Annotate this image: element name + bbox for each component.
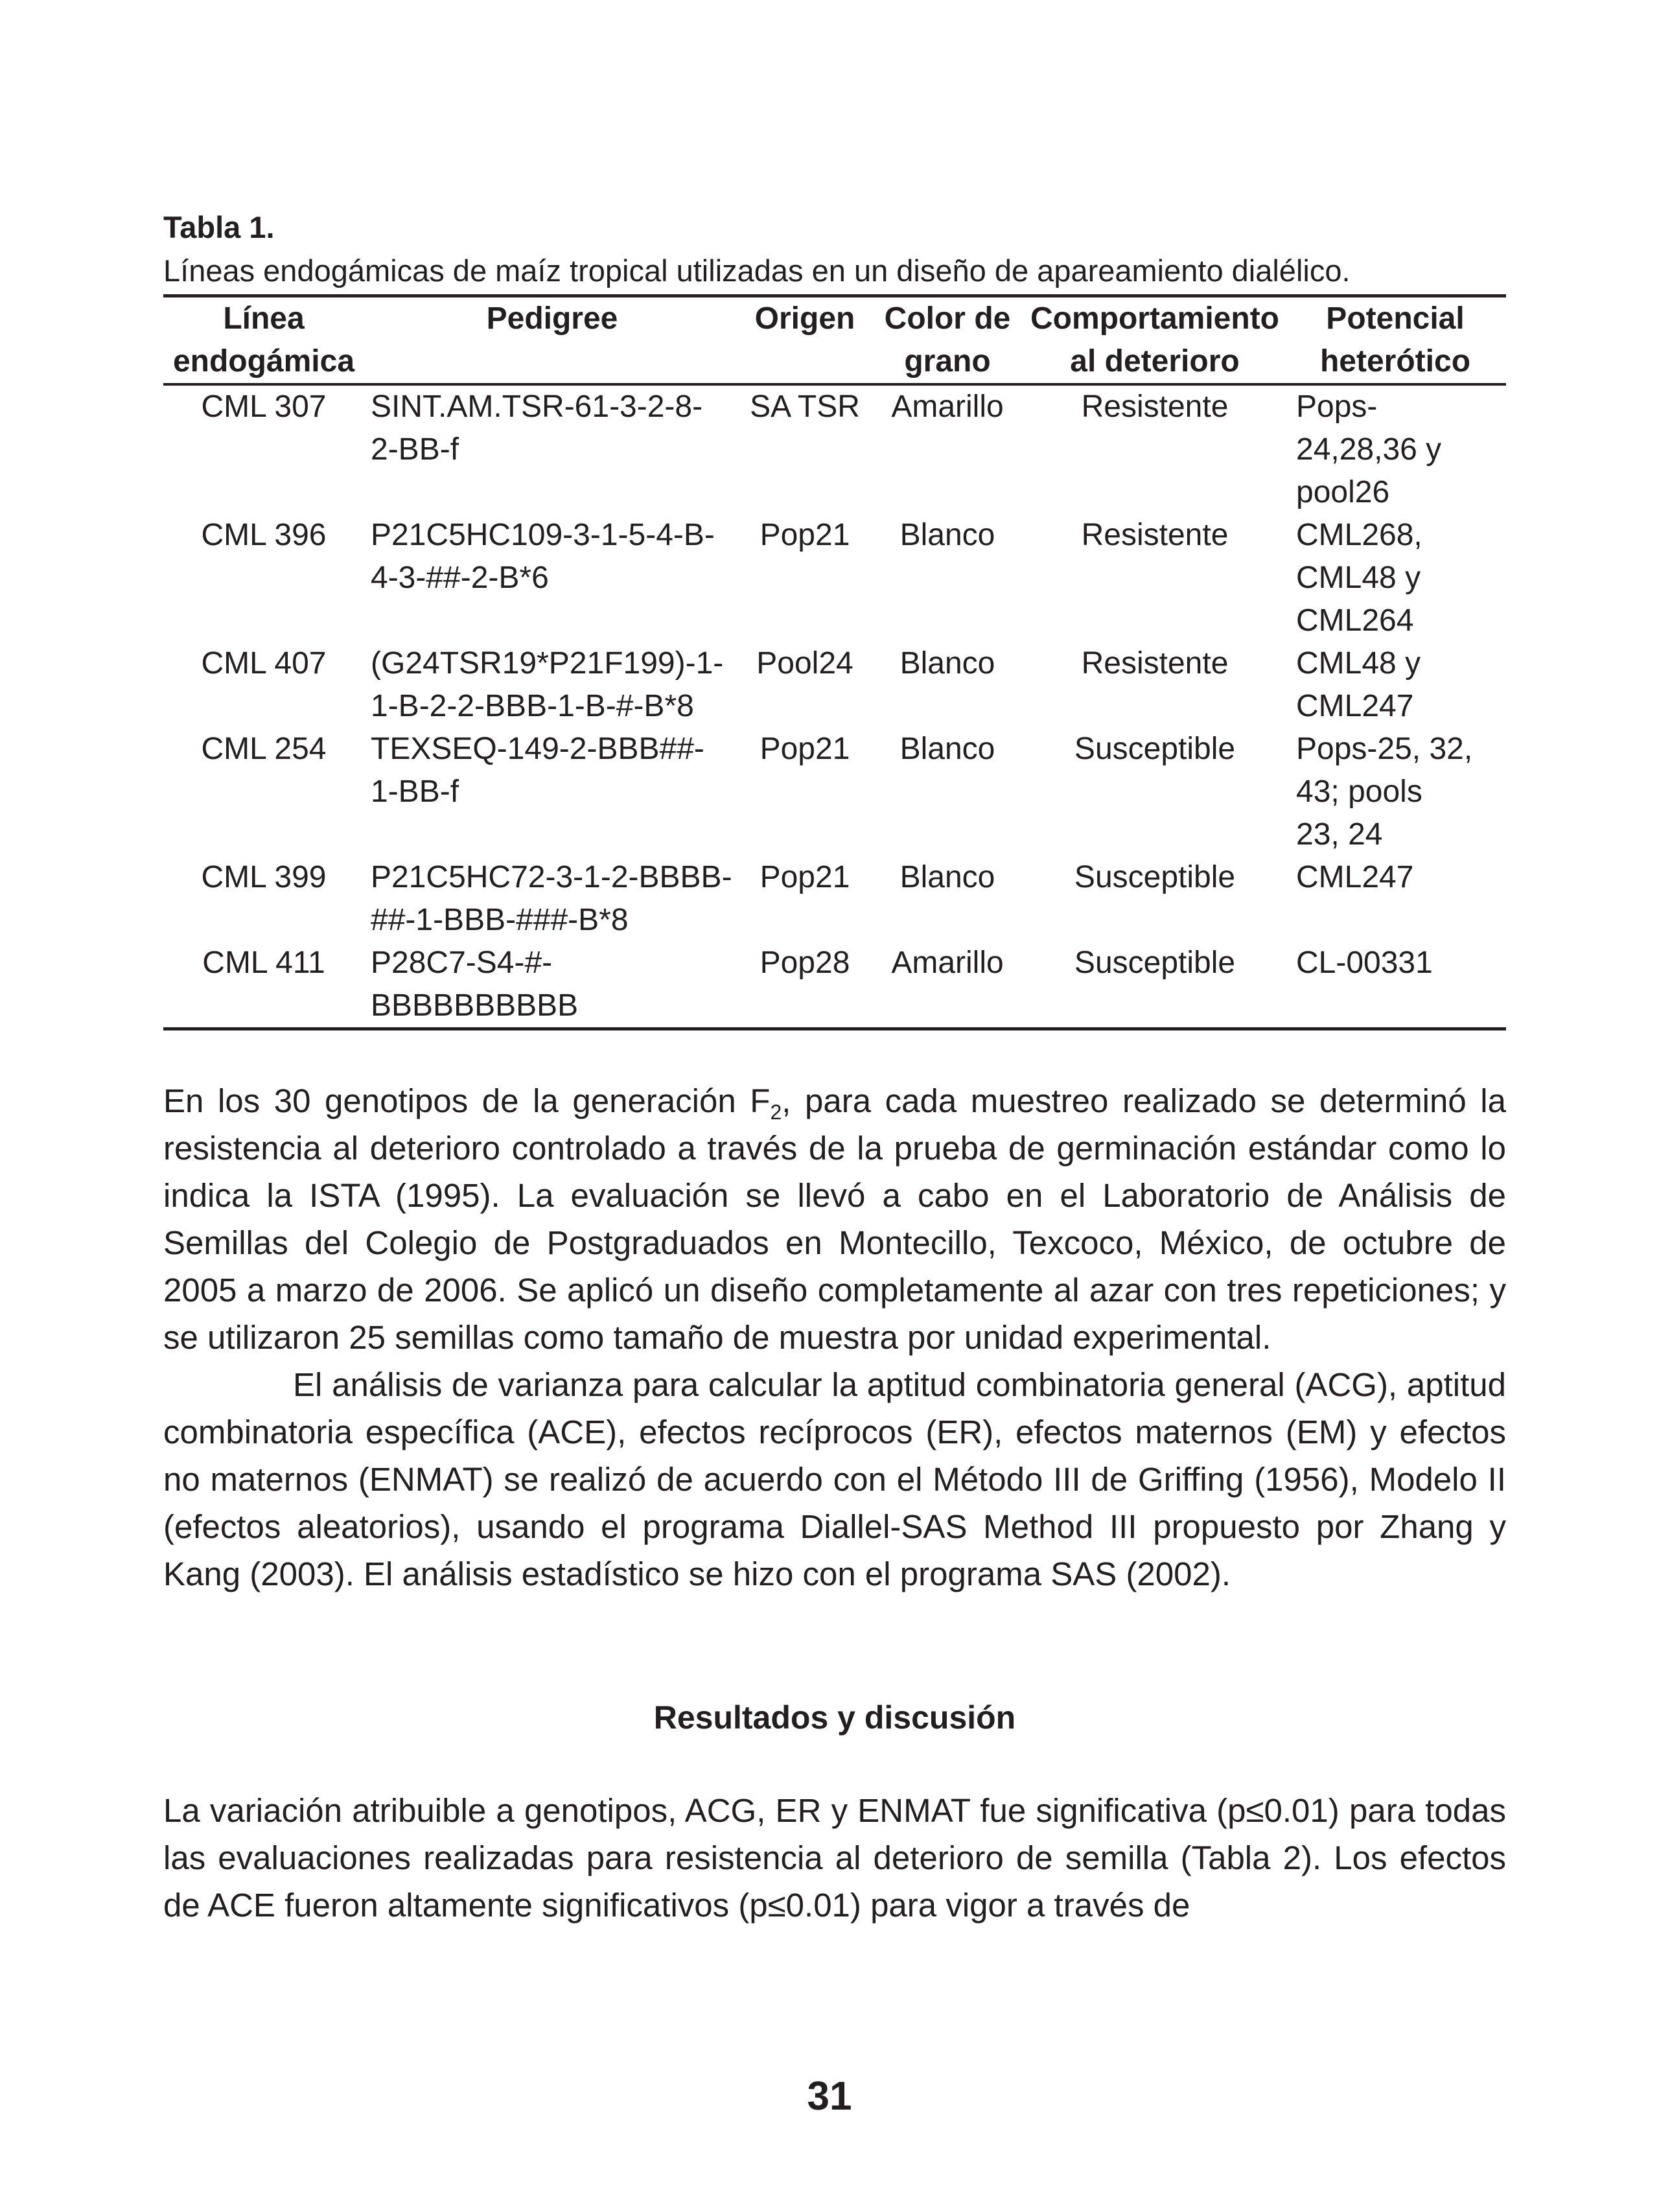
pedigree-line: ##-1-BBB-###-B*8 — [371, 903, 629, 937]
page-content — [163, 206, 1506, 1929]
cell-color: Amarillo — [891, 390, 1004, 424]
pedigree-line: P21C5HC72-3-1-2-BBBB- — [371, 860, 732, 894]
table-row — [163, 642, 1506, 728]
potencial-line: 23, 24 — [1296, 817, 1383, 852]
cell-comportamiento: Susceptible — [1074, 946, 1236, 980]
cell-pedigree — [364, 514, 740, 642]
pedigree-line: 2-BB-f — [371, 432, 459, 467]
header-linea — [163, 296, 364, 385]
potencial-line: 24,28,36 y — [1296, 432, 1442, 467]
cell-origen: SA TSR — [750, 390, 860, 424]
header-color — [870, 296, 1025, 385]
table-row — [163, 514, 1506, 642]
cell-potencial — [1284, 942, 1506, 1029]
cell-potencial — [1284, 514, 1506, 642]
table-label: Tabla 1. — [163, 210, 275, 244]
paragraph-methods — [163, 1077, 1506, 1361]
table-header-row — [163, 296, 1506, 385]
cell-comportamiento: Susceptible — [1074, 732, 1236, 766]
header-origen-line1: Origen — [754, 301, 855, 336]
potencial-line: CML247 — [1296, 689, 1414, 723]
cell-origen: Pop21 — [760, 860, 850, 894]
potencial-line: CML268, — [1296, 518, 1422, 552]
cell-linea: CML 254 — [201, 732, 327, 766]
pedigree-line: (G24TSR19*P21F199)-1- — [371, 646, 724, 681]
header-color-line1: Color de — [884, 301, 1011, 336]
table-row — [163, 728, 1506, 856]
cell-linea: CML 399 — [201, 860, 327, 894]
cell-comportamiento: Resistente — [1081, 518, 1229, 552]
pedigree-line: SINT.AM.TSR-61-3-2-8- — [371, 390, 703, 424]
header-comportamiento-line1: Comportamiento — [1030, 301, 1279, 336]
cell-pedigree — [364, 856, 740, 942]
cell-potencial — [1284, 856, 1506, 942]
cell-origen: Pop28 — [760, 946, 850, 980]
cell-potencial — [1284, 728, 1506, 856]
header-pedigree-line1: Pedigree — [486, 301, 618, 336]
pedigree-line: 4-3-##-2-B*6 — [371, 561, 549, 595]
header-comportamiento — [1025, 296, 1284, 385]
header-linea-line1: Línea — [223, 301, 305, 336]
cell-origen: Pop21 — [760, 732, 850, 766]
paragraph-analysis: El análisis de varianza para calcular la aptitud combinatoria general (ACG), aptitud combinatoria específica (ACE), efectos recíprocos (ER), efectos maternos (EM) y efectos no maternos (ENMAT) se realizó de acuerdo con el Método III de Griffing (1956), Modelo II (efectos aleatorios), usando el programa Diallel-SAS Method III propuesto por Zhang y Kang (2003). El análisis estadístico se hizo con el programa SAS (2002). — [163, 1366, 1506, 1592]
potencial-line: CML264 — [1296, 603, 1414, 638]
header-comportamiento-line2: al deterioro — [1070, 344, 1240, 378]
pedigree-line: P28C7-S4-#- — [371, 946, 553, 980]
potencial-line: Pops- — [1296, 390, 1378, 424]
potencial-line: pool26 — [1296, 475, 1390, 509]
header-potencial-line1: Potencial — [1326, 301, 1465, 336]
cell-comportamiento: Susceptible — [1074, 860, 1236, 894]
pedigree-line: BBBBBBBBBB — [371, 988, 579, 1023]
header-color-line2: grano — [904, 344, 991, 378]
paragraph-methods-start: En los 30 genotipos de la generación F — [163, 1082, 771, 1119]
table-row — [163, 942, 1506, 1029]
cell-pedigree — [364, 642, 740, 728]
pedigree-line: TEXSEQ-149-2-BBB##- — [371, 732, 704, 766]
cell-pedigree — [364, 728, 740, 856]
cell-color: Blanco — [899, 860, 995, 894]
page-number: 31 — [807, 2074, 852, 2119]
cell-color: Amarillo — [891, 946, 1004, 980]
cell-linea: CML 396 — [201, 518, 327, 552]
potencial-line: 43; pools — [1296, 774, 1422, 809]
header-linea-line2: endogámica — [172, 344, 355, 378]
cell-linea: CML 307 — [201, 390, 327, 424]
section-heading: Resultados y discusión — [653, 1699, 1016, 1736]
pedigree-line: P21C5HC109-3-1-5-4-B- — [371, 518, 715, 552]
potencial-line: CML247 — [1296, 860, 1414, 894]
cell-potencial — [1284, 642, 1506, 728]
potencial-line: CML48 y — [1296, 561, 1421, 595]
potencial-line: CL-00331 — [1296, 946, 1433, 980]
paragraph-results: La variación atribuible a genotipos, ACG, ER y ENMAT fue significativa (p≤0.01) para todas las evaluaciones realizadas para resistencia al deterioro de semilla (Tabla 2). Los efectos de ACE fueron altamente significativos (p≤0.01) para vigor a través de — [163, 1792, 1506, 1924]
cell-origen: Pop21 — [760, 518, 850, 552]
paragraph-methods-rest: , para cada muestreo realizado se determinó la resistencia al deterioro controlado a través de la prueba de germinación estándar como lo indica la ISTA (1995). La evaluación se llevó a cabo en el Laboratorio de Análisis de Semillas del Colegio de Postgraduados en Montecillo, Texcoco, México, de octubre de 2005 a marzo de 2006. Se aplicó un diseño completamente al azar con tres repeticiones; y se utilizaron 25 semillas como tamaño de muestra por unidad experimental. — [163, 1082, 1507, 1356]
cell-color: Blanco — [899, 732, 995, 766]
header-pedigree — [364, 296, 740, 385]
cell-color: Blanco — [899, 518, 995, 552]
header-origen — [740, 296, 870, 385]
cell-pedigree — [364, 942, 740, 1029]
potencial-line: Pops-25, 32, — [1296, 732, 1473, 766]
cell-origen: Pool24 — [756, 646, 853, 681]
cell-color: Blanco — [899, 646, 995, 681]
cell-comportamiento: Resistente — [1081, 390, 1229, 424]
subscript-generation: 2 — [770, 1100, 782, 1124]
cell-linea: CML 411 — [202, 946, 325, 980]
header-potencial-line2: heterótico — [1319, 344, 1471, 378]
cell-pedigree — [364, 384, 740, 514]
cell-comportamiento: Resistente — [1081, 646, 1229, 681]
inbred-lines-table — [163, 294, 1506, 1030]
header-potencial — [1284, 296, 1506, 385]
potencial-line: CML48 y — [1296, 646, 1421, 681]
cell-linea: CML 407 — [201, 646, 327, 681]
table-row — [163, 384, 1506, 514]
pedigree-line: 1-B-2-2-BBB-1-B-#-B*8 — [371, 689, 694, 723]
cell-potencial — [1284, 384, 1506, 514]
pedigree-line: 1-BB-f — [371, 774, 459, 809]
table-caption: Líneas endogámicas de maíz tropical utilizadas en un diseño de apareamiento dialélico. — [163, 253, 1351, 288]
table-row — [163, 856, 1506, 942]
